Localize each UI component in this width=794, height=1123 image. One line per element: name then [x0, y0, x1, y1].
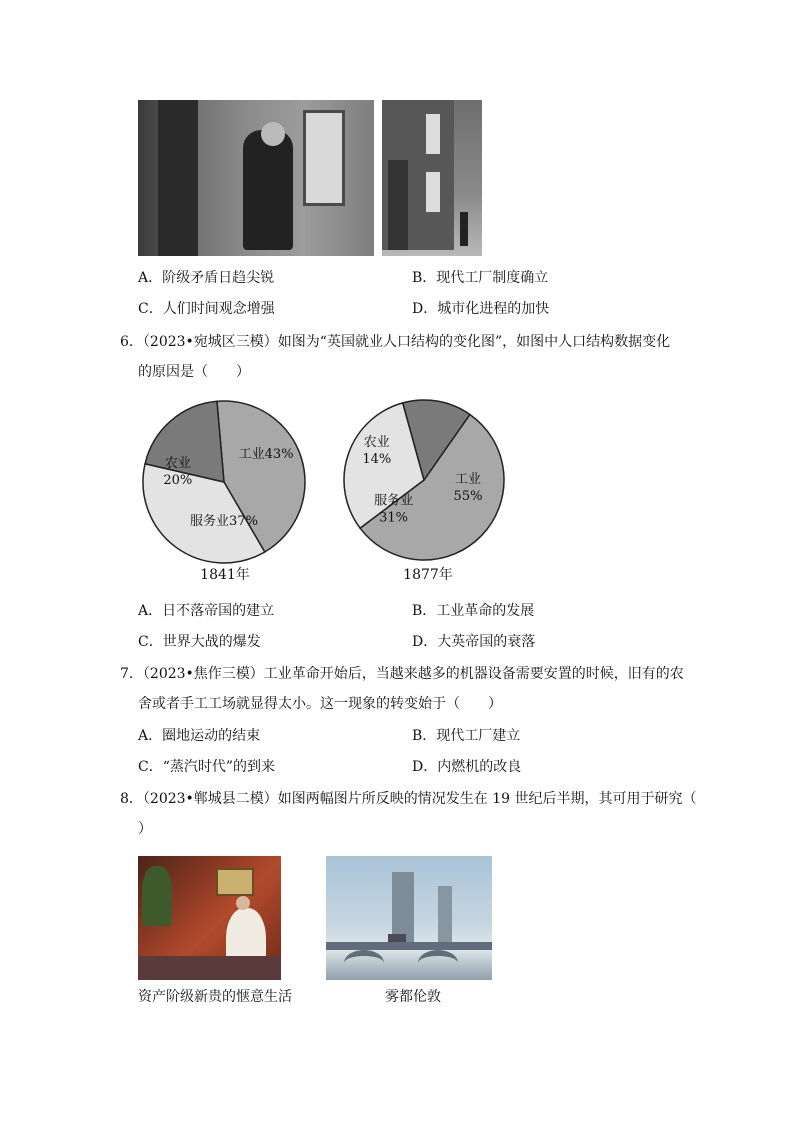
q6-stem-line1: 6．（2023•宛城区三模）如图为“英国就业人口结构的变化图”，如图中人口结构数据变化	[120, 334, 671, 350]
option-letter: C．	[138, 634, 163, 650]
q8-stem-line1: 8．（2023•郸城县二模）如图两幅图片所反映的情况发生在 19 世纪后半期，其可用于研究（	[120, 791, 697, 807]
pie-slice-label: 工业 55%	[453, 471, 483, 504]
pie-chart-1841	[140, 396, 310, 586]
bourgeois-painting-photo	[138, 856, 281, 980]
option-letter: A．	[138, 270, 163, 286]
option-letter: C．	[138, 301, 163, 317]
photo-caption-bourgeois: 资产阶级新贵的惬意生活	[138, 989, 292, 1005]
pie-slice-label: 服务业37%	[190, 514, 258, 530]
pie-slice-label: 农业 14%	[362, 435, 392, 468]
option-letter: A．	[138, 728, 163, 744]
chart-title: 1841年	[200, 567, 250, 583]
option-letter: B．	[412, 728, 437, 744]
option-text: 人们时间观念增强	[162, 301, 275, 317]
q5-option-c[interactable]	[138, 299, 275, 319]
q7-option-c[interactable]	[138, 757, 275, 777]
option-letter: A．	[138, 603, 163, 619]
q6-option-a[interactable]	[138, 601, 274, 621]
q7-stem-line2: 舍或者手工工场就显得太小。这一现象的转变始于（ ）	[138, 696, 502, 712]
q6-option-c[interactable]	[138, 632, 261, 652]
option-text: 现代工厂建立	[436, 728, 521, 744]
option-letter: B．	[412, 603, 437, 619]
option-text: 工业革命的发展	[436, 603, 535, 619]
pie-chart-1877	[340, 396, 510, 586]
q5-option-a[interactable]	[138, 268, 274, 288]
option-text: 阶级矛盾日趋尖锐	[162, 270, 275, 286]
pie-slice-label: 服务业 31%	[374, 493, 414, 526]
q6-option-b[interactable]	[412, 601, 534, 621]
q7-option-d[interactable]	[412, 757, 521, 777]
option-text: “蒸汽时代”的到来	[162, 759, 276, 775]
q7-option-b[interactable]	[412, 726, 520, 746]
q6-stem-line2: 的原因是（ ）	[138, 364, 250, 380]
photo-caption-london: 雾都伦敦	[385, 989, 441, 1005]
q7-option-a[interactable]	[138, 726, 260, 746]
knocker-upper-photo	[138, 100, 374, 256]
option-text: 日不落帝国的建立	[162, 603, 275, 619]
option-text: 城市化进程的加快	[437, 301, 550, 317]
q8-stem-line2: ）	[138, 821, 152, 837]
pie-slice-label: 农业 20%	[163, 456, 193, 489]
q7-stem-line1: 7．（2023•焦作三模）工业革命开始后，当越来越多的机器设备需要安置的时候，旧有的农	[120, 666, 684, 682]
pie-slice-label: 工业43%	[238, 446, 294, 462]
option-letter: C．	[138, 759, 163, 775]
q5-option-b[interactable]	[412, 268, 548, 288]
q5-option-d[interactable]	[412, 299, 549, 319]
option-text: 内燃机的改良	[437, 759, 522, 775]
street-photo	[382, 100, 482, 256]
chart-title: 1877年	[403, 567, 453, 583]
option-letter: D．	[412, 634, 438, 650]
option-text: 圈地运动的结束	[162, 728, 261, 744]
option-text: 世界大战的爆发	[162, 634, 261, 650]
option-text: 大英帝国的衰落	[437, 634, 536, 650]
option-letter: D．	[412, 759, 438, 775]
q6-option-d[interactable]	[412, 632, 535, 652]
option-letter: D．	[412, 301, 438, 317]
option-letter: B．	[412, 270, 437, 286]
option-text: 现代工厂制度确立	[436, 270, 549, 286]
foggy-london-photo	[326, 856, 492, 980]
